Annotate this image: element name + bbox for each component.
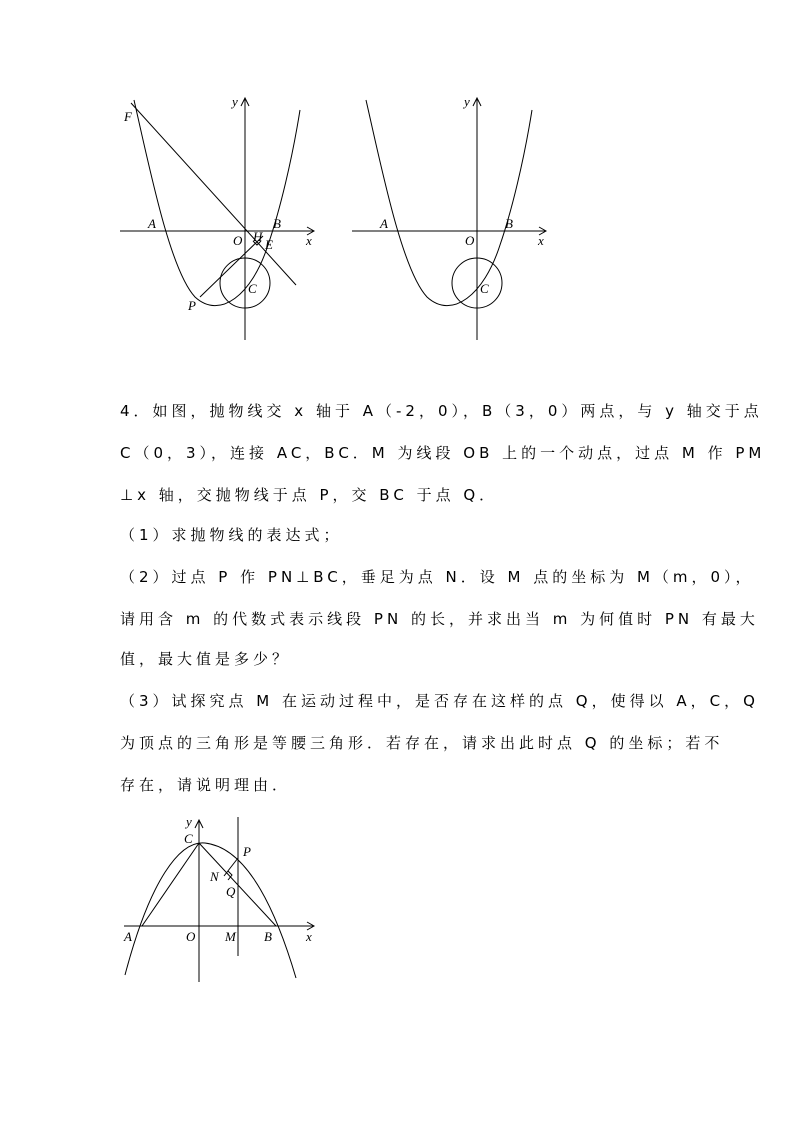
label-x: x [306, 929, 312, 944]
parabola [366, 100, 532, 306]
problem-line-6: 请用含 m 的代数式表示线段 PN 的长，并求出当 m 为何值时 PN 有最大 [120, 610, 759, 628]
segment-AC [142, 843, 199, 926]
problem-line-1: 4．如图，抛物线交 x 轴于 A（-2，0），B（3，0）两点，与 y 轴交于点 [120, 402, 763, 420]
problem-line-5: （2）过点 P 作 PN⊥BC，垂足为点 N．设 M 点的坐标为 M（m，0）， [120, 568, 755, 586]
figure-bottom [115, 810, 325, 985]
label-A: A [124, 929, 132, 944]
label-B: B [264, 929, 272, 944]
problem-line-7: 值，最大值是多少？ [120, 650, 292, 668]
label-F: F [124, 109, 132, 124]
label-O: O [233, 233, 243, 248]
parabola [134, 100, 300, 306]
label-B: B [273, 216, 281, 231]
label-P: P [243, 844, 251, 859]
label-O: O [186, 929, 196, 944]
label-P: P [188, 298, 196, 313]
label-x: x [538, 233, 544, 248]
label-O: O [465, 233, 475, 248]
parabola [125, 843, 296, 978]
figure-top-left [115, 92, 325, 342]
problem-line-4: （1）求抛物线的表达式； [120, 526, 343, 544]
label-A: A [148, 216, 156, 231]
label-B: B [505, 216, 513, 231]
label-y: y [186, 814, 192, 829]
problem-line-3: ⊥x 轴，交抛物线于点 P，交 BC 于点 Q． [120, 486, 499, 504]
label-y: y [464, 94, 470, 109]
label-E: E [265, 237, 273, 252]
label-N: N [210, 869, 219, 884]
label-M: M [225, 929, 236, 944]
label-A: A [380, 216, 388, 231]
label-H: H [253, 229, 263, 244]
problem-line-2: C（0，3），连接 AC，BC．M 为线段 OB 上的一个动点，过点 M 作 PM [120, 444, 766, 462]
figure-top-right [350, 92, 550, 342]
problem-line-8: （3）试探究点 M 在运动过程中，是否存在这样的点 Q，使得以 A，C，Q [120, 692, 759, 710]
problem-line-9: 为顶点的三角形是等腰三角形．若存在，请求出此时点 Q 的坐标；若不 [120, 734, 724, 752]
label-C: C [184, 831, 193, 846]
label-C: C [480, 281, 489, 296]
problem-line-10: 存在，请说明理由． [120, 776, 292, 794]
label-Q: Q [226, 884, 236, 899]
label-y: y [232, 94, 238, 109]
label-C: C [248, 281, 257, 296]
label-x: x [306, 233, 312, 248]
